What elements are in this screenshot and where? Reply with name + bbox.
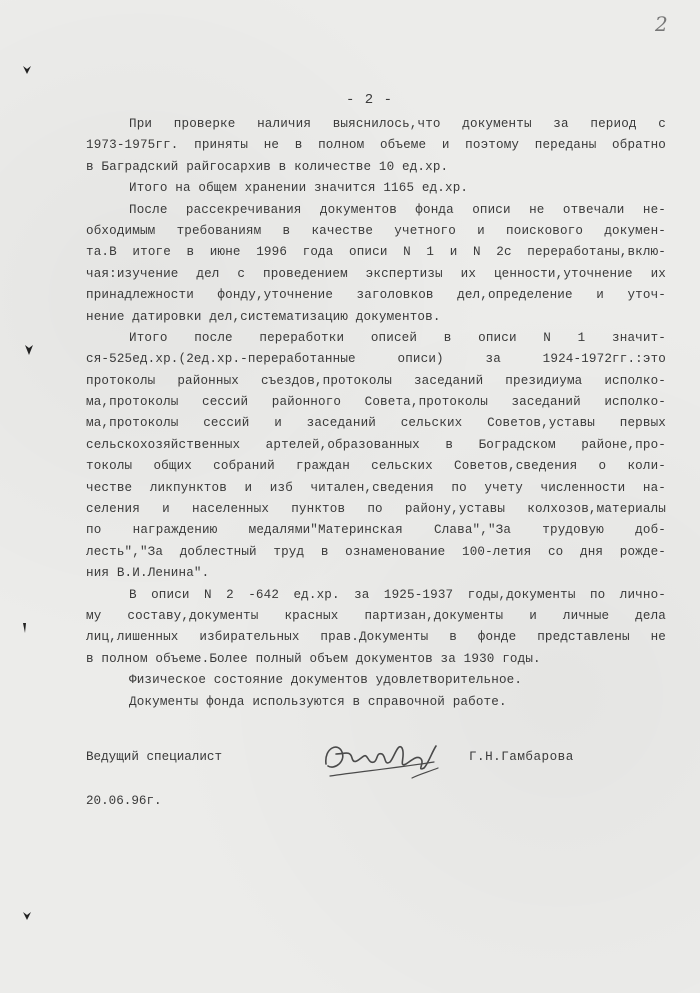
binding-hole-mark [22, 64, 32, 76]
body-line: нение датировки дел,систематизацию документов. [86, 309, 441, 324]
binding-hole-mark [24, 344, 34, 356]
body-line: При проверке наличия выяснилось,что документы за период с [129, 117, 666, 131]
body-line: лесть","За доблестный труд в ознаменование 100-летия со дня рожде- [86, 544, 666, 559]
body-line: После рассекречивания документов фонда описи не отвечали не- [129, 202, 666, 217]
body-line: в полном объеме.Более полный объем документов за 1930 годы. [86, 651, 541, 666]
binding-hole-mark [20, 622, 30, 634]
body-line: Итого после переработки описей в описи N 1 значит- [129, 330, 666, 345]
body-line: по награждению медалями"Материнская Слава","За трудовую доб- [86, 523, 666, 538]
body-line: протоколы районных съездов,протоколы заседаний президиума исполко- [86, 373, 666, 388]
body-line: ма,протоколы сессий и заседаний сельских Советов,уставы первых [86, 416, 666, 431]
body-line: Итого на общем хранении значится 1165 ед.хр. [129, 181, 469, 196]
body-line: селения и населенных пунктов по району,уставы колхозов,материалы [86, 502, 666, 517]
body-line: 1973-1975гг. приняты не в полном объеме и поэтому переданы обратно [86, 138, 666, 153]
signatory-name: Г.Н.Гамбарова [469, 750, 574, 764]
body-line: токолы общих собраний граждан сельских Советов,сведения о коли- [86, 459, 666, 474]
page-number: - 2 - [346, 92, 394, 108]
body-line: принадлежности фонду,уточнение заголовков дел,определение и уточ- [86, 288, 666, 303]
handwritten-signature [316, 728, 448, 790]
document-date: 20.06.96г. [86, 794, 162, 808]
binding-hole-mark [22, 910, 32, 922]
body-line: та.В итоге в июне 1996 года описи N 1 и N 2с переработаны,вклю- [86, 245, 666, 260]
document-body [86, 114, 666, 713]
body-line: обходимым требованиям в качестве учетного и поискового докумен- [86, 223, 666, 238]
signatory-position: Ведущий специалист [86, 750, 223, 764]
body-line: честве ликпунктов и изб читален,сведения по учету численности на- [86, 480, 666, 495]
corner-page-mark: 2 [655, 12, 668, 36]
body-line: ся-525ед.хр.(2ед.хр.-переработанные описи) за 1924-1972гг.:это [86, 352, 666, 367]
body-line: Физическое состояние документов удовлетворительное. [129, 673, 523, 688]
body-line: в Баградский райгосархив в количестве 10 ед.хр. [86, 159, 449, 174]
body-line: му составу,документы красных партизан,документы и личные дела [86, 608, 666, 623]
body-line: сельскохозяйственных артелей,образованных в Боградском районе,про- [86, 437, 666, 452]
body-line: чая:изучение дел с проведением экспертизы их ценности,уточнение их [86, 266, 666, 281]
body-line: Документы фонда используются в справочной работе. [129, 694, 507, 709]
body-line: ния В.И.Ленина". [86, 566, 210, 581]
body-line: В описи N 2 -642 ед.хр. за 1925-1937 годы,документы по лично- [129, 587, 666, 602]
body-line: ма,протоколы сессий районного Совета,протоколы заседаний исполко- [86, 395, 666, 410]
body-line: лиц,лишенных избирательных прав.Документы в фонде представлены не [86, 630, 666, 645]
